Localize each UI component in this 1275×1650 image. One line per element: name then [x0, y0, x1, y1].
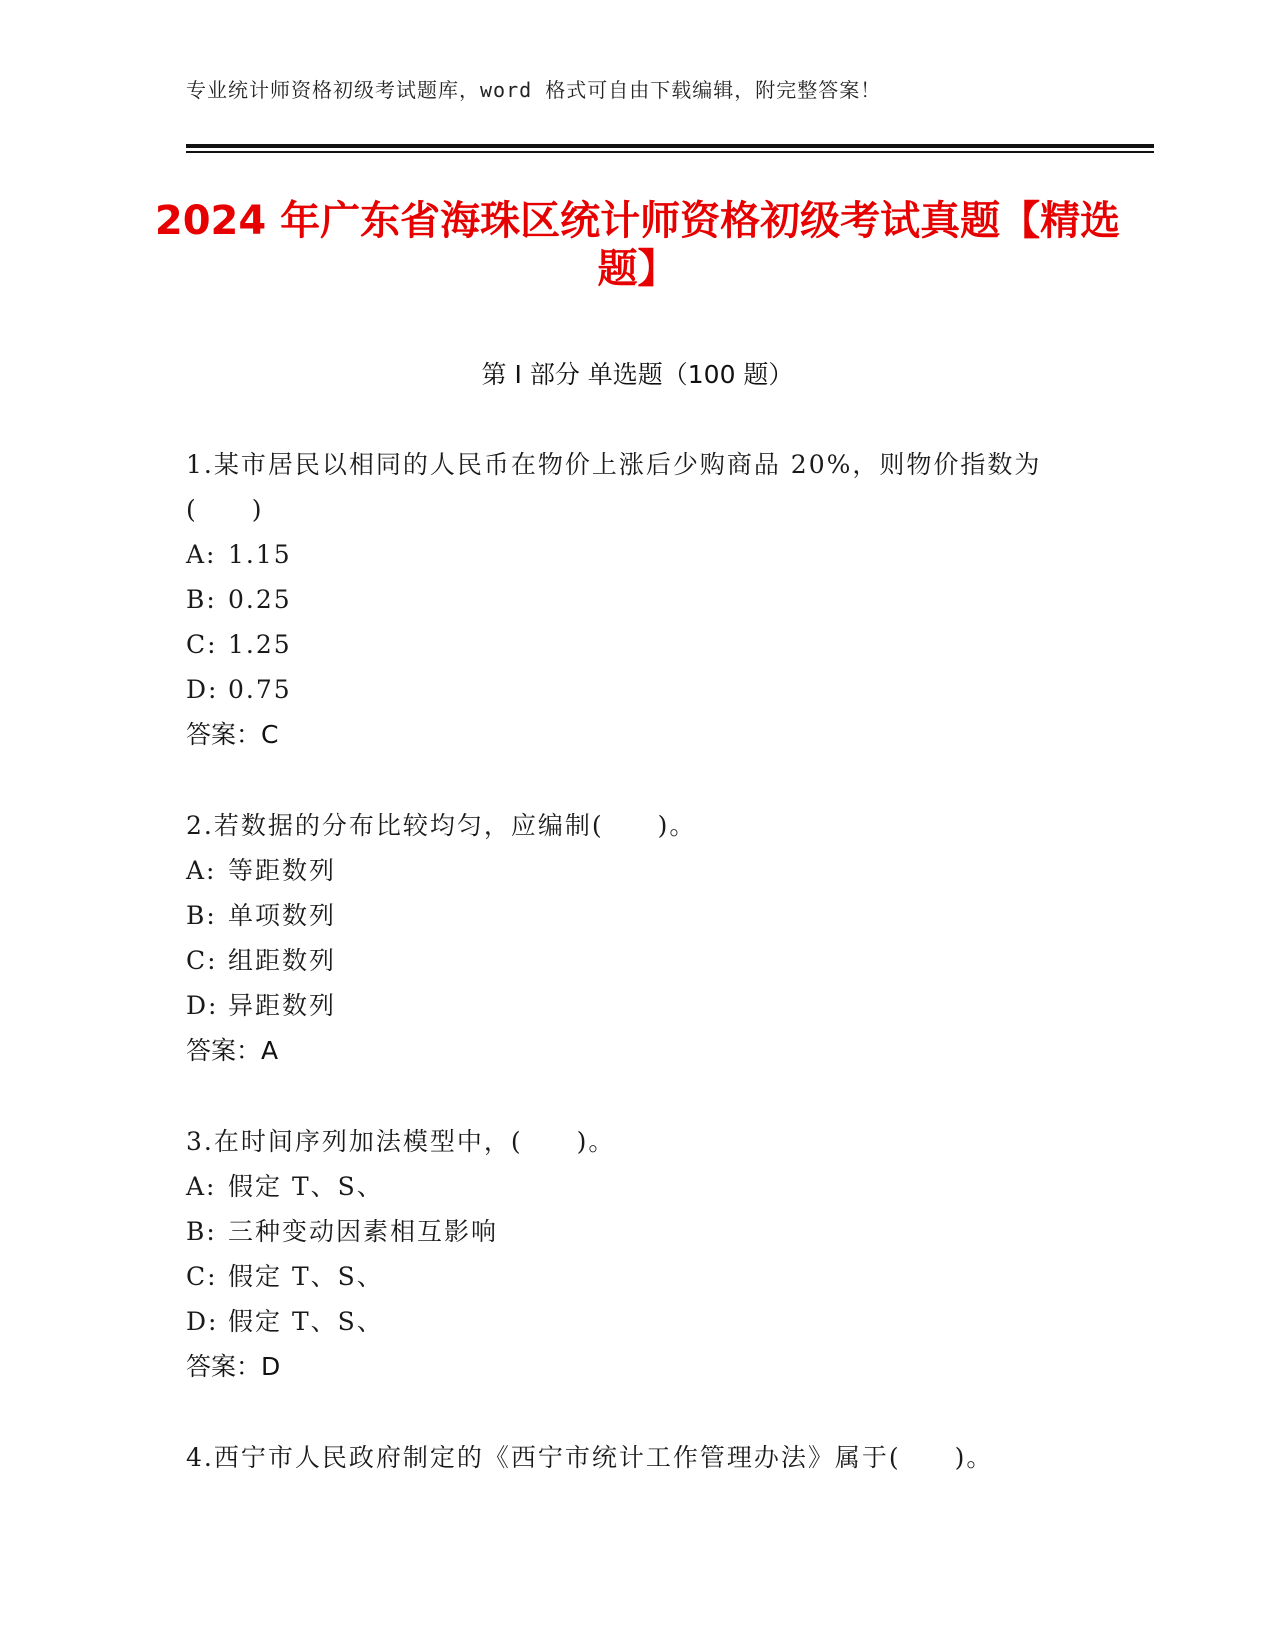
document-title: 2024 年广东省海珠区统计师资格初级考试真题【精选题】	[154, 198, 1121, 292]
option-b	[186, 577, 1086, 622]
option-letter: D:	[186, 1307, 219, 1336]
answer-line: 答案：C	[186, 720, 279, 749]
option-d	[186, 1299, 1086, 1344]
option-letter: B:	[186, 1217, 217, 1246]
option-c	[186, 1254, 1086, 1299]
option-text: 0.75	[228, 675, 292, 704]
option-letter: B:	[186, 901, 217, 930]
option-letter: C:	[186, 946, 218, 975]
option-letter: C:	[186, 630, 218, 659]
option-text: 假定 T、S、	[228, 1307, 384, 1336]
option-letter: A:	[186, 1172, 217, 1201]
option-d	[186, 667, 1086, 712]
option-text: 异距数列	[228, 991, 337, 1020]
question-3	[186, 1119, 1086, 1389]
option-text: 1.25	[228, 630, 292, 659]
option-letter: A:	[186, 540, 217, 569]
option-text: 等距数列	[228, 856, 337, 885]
option-text: 三种变动因素相互影响	[228, 1217, 499, 1246]
option-letter: B:	[186, 585, 217, 614]
option-a	[186, 532, 1086, 577]
question-stem: 4.西宁市人民政府制定的《西宁市统计工作管理办法》属于( )。	[186, 1443, 994, 1472]
question-list	[186, 442, 1086, 1526]
answer-line: 答案：A	[186, 1036, 279, 1065]
option-letter: D:	[186, 991, 219, 1020]
option-c	[186, 622, 1086, 667]
option-letter: A:	[186, 856, 217, 885]
question-stem: 3.在时间序列加法模型中，( )。	[186, 1127, 616, 1156]
option-c	[186, 938, 1086, 983]
option-text: 假定 T、S、	[228, 1172, 384, 1201]
question-stem: 1.某市居民以相同的人民币在物价上涨后少购商品 20%，则物价指数为( )	[186, 450, 1042, 524]
question-2	[186, 803, 1086, 1073]
question-4	[186, 1435, 1086, 1480]
option-text: 1.15	[228, 540, 292, 569]
answer-line: 答案：D	[186, 1352, 281, 1381]
question-1	[186, 442, 1086, 757]
option-letter: C:	[186, 1262, 218, 1291]
option-text: 单项数列	[228, 901, 337, 930]
question-stem: 2.若数据的分布比较均匀，应编制( )。	[186, 811, 697, 840]
header-note: 专业统计师资格初级考试题库，word 格式可自由下载编辑，附完整答案！	[186, 78, 882, 102]
option-b	[186, 1209, 1086, 1254]
option-a	[186, 848, 1086, 893]
header-rule-thin	[186, 151, 1154, 153]
option-text: 0.25	[228, 585, 292, 614]
section-heading: 第 I 部分 单选题（100 题）	[481, 360, 794, 389]
option-letter: D:	[186, 675, 219, 704]
option-a	[186, 1164, 1086, 1209]
option-text: 假定 T、S、	[228, 1262, 384, 1291]
option-text: 组距数列	[228, 946, 337, 975]
header-rule-thick	[186, 144, 1154, 148]
option-b	[186, 893, 1086, 938]
option-d	[186, 983, 1086, 1028]
